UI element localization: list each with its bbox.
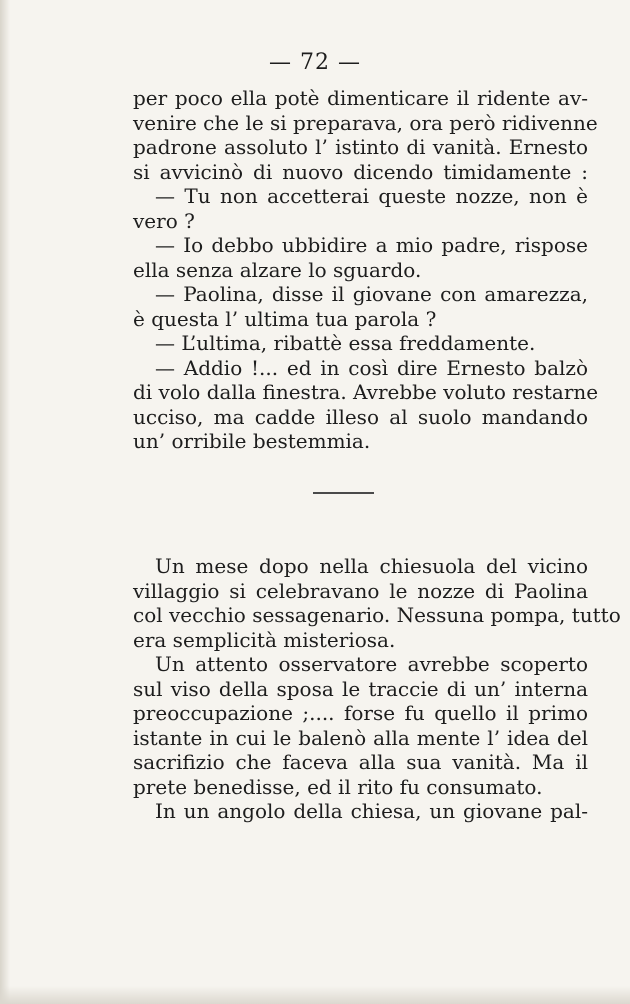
text-line: istante in cui le balenò alla mente l’ idea del [133,725,588,750]
text-line: — Io debbo ubbidire a mio padre, rispose [155,233,588,257]
text-line: villaggio si celebravano le nozze di Paolina [133,578,588,603]
text-line: — Tu non accetterai queste nozze, non è [155,184,588,208]
text-block-2 [133,554,621,824]
text-line: è questa l’ ultima tua parola ? [133,306,437,331]
text-line: un’ orribile bestemmia. [133,429,371,453]
text-line: — L’ultima, ribattè essa freddamente. [155,331,536,355]
text-line: per poco ella potè dimenticare il ridente av- [133,86,588,110]
text-line: col vecchio sessagenario. Nessuna pompa, tutto [133,603,621,627]
text-line: Un attento osservatore avrebbe scoperto [155,652,588,676]
text-line: si avvicinò di nuovo dicendo timidamente : [133,159,588,184]
text-line: Un mese dopo nella chiesuola del vicino [155,554,588,578]
text-line: ella senza alzare lo sguardo. [133,257,422,282]
text-line: — Paolina, disse il giovane con amarezza, [155,282,588,306]
text-line: sul viso della sposa le traccie di un’ interna [133,676,588,701]
text-line: era semplicità misteriosa. [133,627,396,652]
text-line: padrone assoluto l’ istinto di vanità. Ernesto [133,135,588,159]
section-separator [313,492,374,494]
text-line: sacrifizio che faceva alla sua vanità. Ma il [133,750,588,774]
text-block-1 [133,86,599,454]
text-line: — Addio !... ed in così dire Ernesto balzò [155,355,588,380]
text-line: vero ? [133,208,195,233]
page-bottom-shadow [0,986,630,1004]
text-line: ucciso, ma cadde illeso al suolo mandando [133,404,588,429]
text-line: preoccupazione ;.... forse fu quello il primo [133,701,588,725]
page-left-shadow [0,0,10,1004]
text-line: prete benedisse, ed il rito fu consumato. [133,774,543,799]
text-line: di volo dalla finestra. Avrebbe voluto restarne [133,380,599,404]
text-line: In un angolo della chiesa, un giovane pal- [155,799,588,823]
text-line: venire che le si preparava, ora però ridivenne [133,110,598,135]
page-number: — 72 — [269,50,361,75]
